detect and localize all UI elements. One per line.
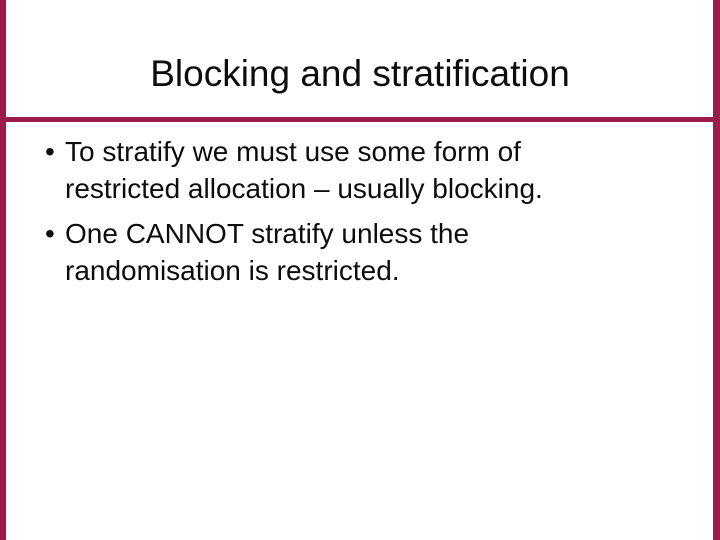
bullet-text [65,215,605,289]
bullet-text [65,133,605,207]
bullet-dot-icon: • [45,218,55,249]
bullet-dot-icon: • [45,136,55,167]
bullet-line: To stratify we must use some form of [65,136,521,167]
bullet-list [45,133,605,289]
slide-title: Blocking and stratification [150,53,570,94]
right-edge-accent-bar [713,0,720,540]
left-edge-accent-bar [0,0,6,540]
bullet-line: restricted allocation – usually blocking. [65,173,543,204]
title-divider-rule [0,117,720,122]
bullet-line: One CANNOT stratify unless the [65,218,470,249]
bullet-item [45,215,605,289]
bullet-item [45,133,605,207]
bullet-line: randomisation is restricted. [65,255,400,286]
